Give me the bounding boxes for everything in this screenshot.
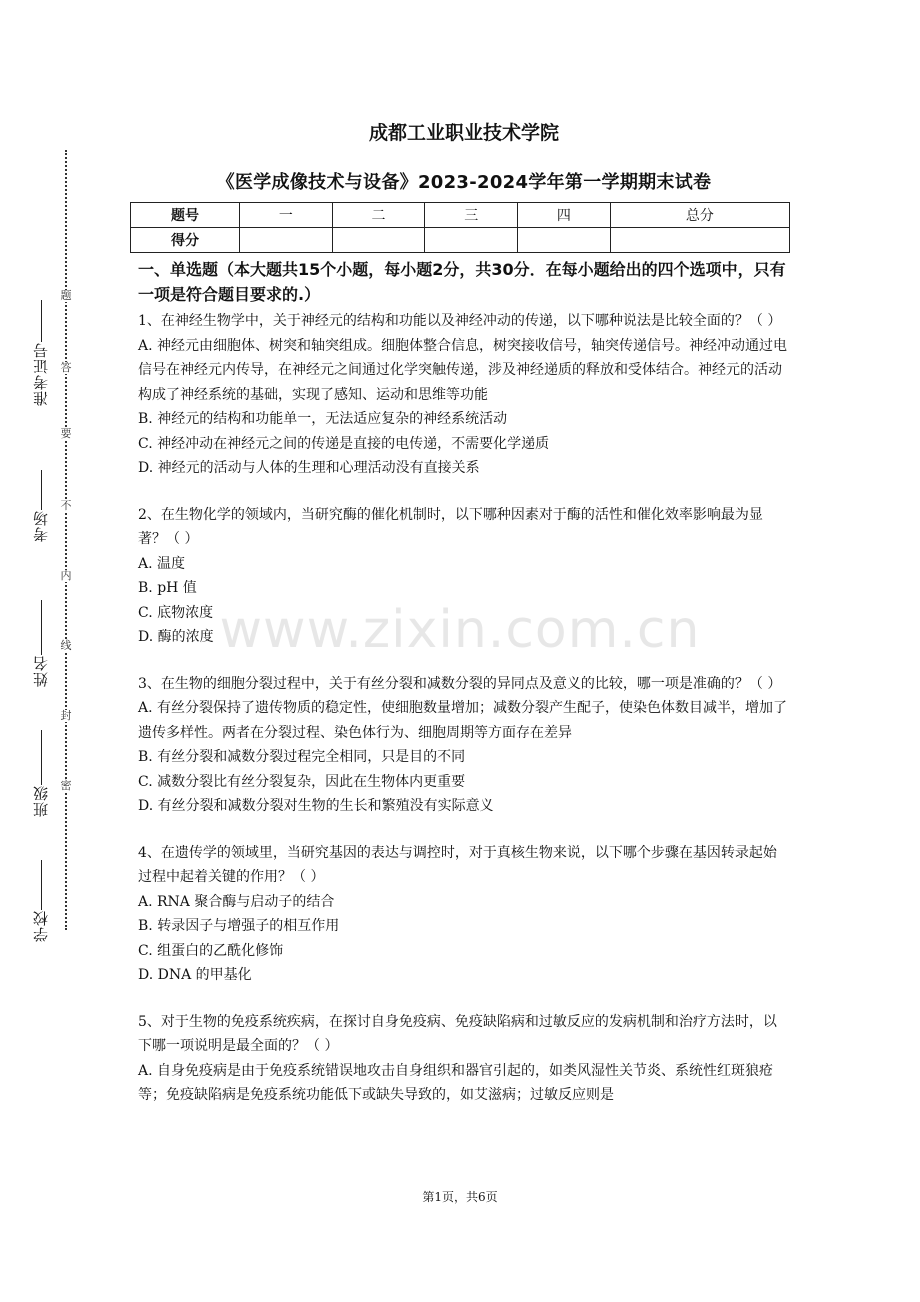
question-1 bbox=[138, 309, 790, 481]
option-a: A. RNA 聚合酶与启动子的结合 bbox=[138, 893, 335, 910]
option-b: B. 有丝分裂和减数分裂过程完全相同，只是目的不同 bbox=[138, 749, 466, 765]
score-cell bbox=[610, 228, 789, 253]
seal-char: 不 bbox=[58, 500, 74, 512]
score-header-cell: 题号 bbox=[131, 203, 240, 228]
option-b: B. 转录因子与增强子的相互作用 bbox=[138, 918, 340, 934]
exam-room-field bbox=[30, 470, 52, 542]
seal-line bbox=[58, 150, 74, 930]
question-stem: 5、对于生物的免疫系统疾病，在探讨自身免疫病、免疫缺陷病和过敏反应的发病机制和治疗方法时，以下哪一项说明是最全面的？（ ） bbox=[138, 1013, 777, 1054]
option-b: B. pH 值 bbox=[138, 580, 197, 596]
option-c: C. 底物浓度 bbox=[138, 604, 214, 621]
score-cell bbox=[518, 228, 611, 253]
question-5 bbox=[138, 1010, 790, 1108]
option-a: A. 自身免疫病是由于免疫系统错误地攻击自身组织和器官引起的，如类风湿性关节炎、系统性红斑狼疮等；免疫缺陷病是免疫系统功能低下或缺失导致的，如艾滋病；过敏反应则是 bbox=[138, 1062, 774, 1103]
school-name: 成都工业职业技术学院 bbox=[368, 122, 559, 144]
exam-title: 《医学成像技术与设备》2023-2024学年第一学期期末试卷 bbox=[216, 172, 712, 193]
option-d: D. 神经元的活动与人体的生理和心理活动没有直接关系 bbox=[138, 460, 480, 476]
question-3 bbox=[138, 672, 790, 819]
exam-room-label: 考场 bbox=[32, 510, 50, 542]
name-label: 姓名 bbox=[32, 655, 50, 687]
question-stem: 2、在生物化学的领域内，当研究酶的催化机制时，以下哪种因素对于酶的活性和催化效率影响最为显著？（ ） bbox=[138, 506, 763, 547]
score-header-cell: 二 bbox=[332, 203, 425, 228]
page-footer: 第1页，共6页 bbox=[422, 1190, 498, 1204]
score-cell bbox=[425, 228, 518, 253]
option-a: A. 神经元由细胞体、树突和轴突组成。细胞体整合信息，树突接收信号，轴突传递信号。神经冲动通过电信号在神经元内传导，在神经元之间通过化学突触传递，涉及神经递质的释放和受体结合。神经元的活动构成了神经系统的基础，实现了感知、运动和思维等功能 bbox=[138, 337, 788, 403]
watermark: www.zixin.com.cn bbox=[219, 600, 701, 660]
question-4 bbox=[138, 841, 790, 988]
seal-char: 要 bbox=[58, 428, 74, 440]
score-header-cell: 一 bbox=[240, 203, 333, 228]
seal-char: 密 bbox=[58, 780, 74, 792]
score-row-label: 得分 bbox=[131, 228, 240, 253]
option-a: A. 有丝分裂保持了遗传物质的稳定性，使细胞数量增加；减数分裂产生配子，使染色体数目减半，增加了遗传多样性。两者在分裂过程、染色体行为、细胞周期等方面存在差异 bbox=[138, 700, 788, 741]
option-c: C. 减数分裂比有丝分裂复杂，因此在生物体内更重要 bbox=[138, 773, 466, 790]
seal-char: 内 bbox=[58, 570, 74, 582]
seal-char: 答 bbox=[58, 362, 74, 374]
score-cell bbox=[240, 228, 333, 253]
seal-char: 线 bbox=[58, 640, 74, 652]
class-label: 班级 bbox=[32, 785, 50, 817]
class-field bbox=[30, 730, 52, 817]
question-stem: 1、在神经生物学中，关于神经元的结构和功能以及神经冲动的传递，以下哪种说法是比较全面的？（ ） bbox=[138, 313, 782, 329]
score-cell bbox=[332, 228, 425, 253]
score-header-cell: 三 bbox=[425, 203, 518, 228]
question-stem: 4、在遗传学的领域里，当研究基因的表达与调控时，对于真核生物来说，以下哪个步骤在基因转录起始过程中起着关键的作用？（ ） bbox=[138, 844, 777, 885]
score-header-cell: 四 bbox=[518, 203, 611, 228]
school-field bbox=[30, 860, 52, 942]
option-d: D. 有丝分裂和减数分裂对生物的生长和繁殖没有实际意义 bbox=[138, 798, 494, 814]
question-stem: 3、在生物的细胞分裂过程中，关于有丝分裂和减数分裂的异同点及意义的比较，哪一项是准确的？（ ） bbox=[138, 675, 782, 692]
option-a: A. 温度 bbox=[138, 555, 186, 572]
section-title: 一、单选题（本大题共15个小题，每小题2分，共30分．在每小题给出的四个选项中，只有一项是符合题目要求的.） bbox=[138, 260, 786, 304]
option-b: B. 神经元的结构和功能单一，无法适应复杂的神经系统活动 bbox=[138, 411, 508, 427]
exam-number-field bbox=[30, 300, 52, 406]
seal-char: 封 bbox=[58, 710, 74, 722]
score-table-header-row bbox=[131, 203, 790, 228]
score-table bbox=[130, 202, 790, 253]
option-c: C. 神经冲动在神经元之间的传递是直接的电传递，不需要化学递质 bbox=[138, 435, 550, 452]
seal-char: 题 bbox=[58, 290, 74, 302]
school-label: 学校 bbox=[32, 910, 50, 942]
exam-number-label: 准考证号 bbox=[32, 342, 50, 406]
option-d: D. 酶的浓度 bbox=[138, 629, 214, 645]
option-c: C. 组蛋白的乙酰化修饰 bbox=[138, 942, 284, 959]
score-table-score-row bbox=[131, 228, 790, 253]
option-d: D. DNA 的甲基化 bbox=[138, 967, 252, 983]
score-header-cell: 总分 bbox=[610, 203, 789, 228]
